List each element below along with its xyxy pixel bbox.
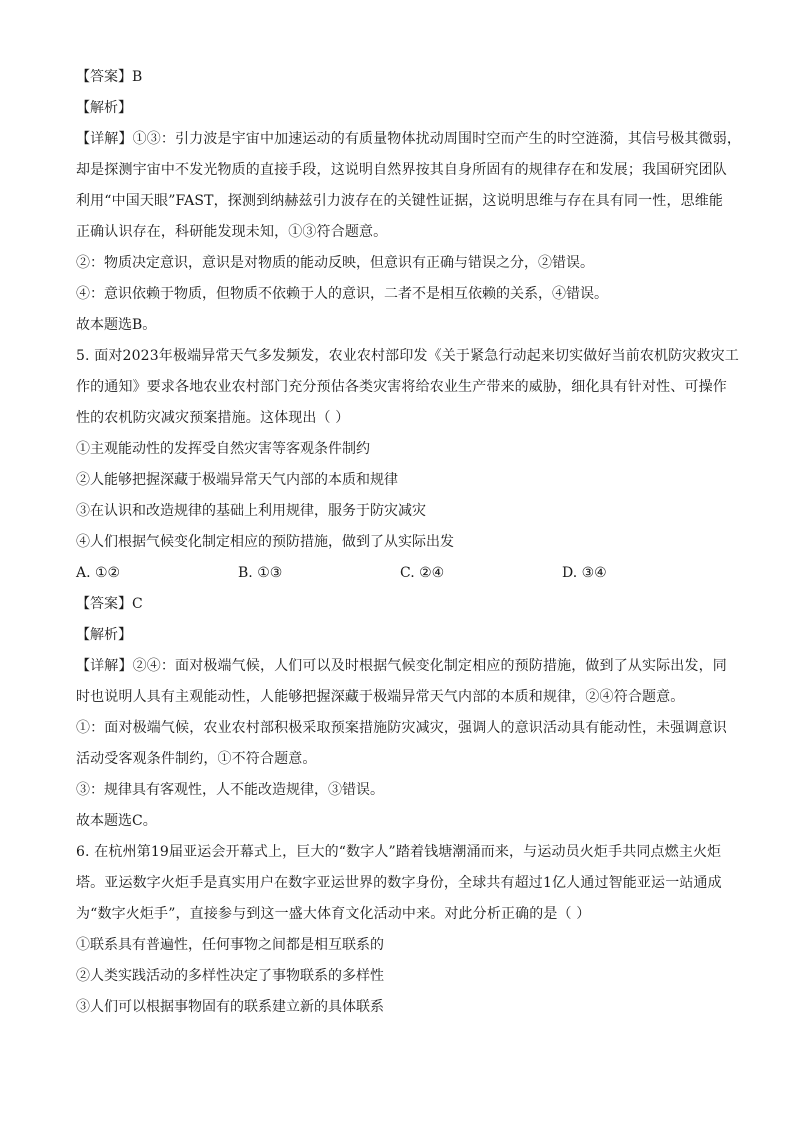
q4-item-4-analysis: ④：意识依赖于物质，但物质不依赖于人的意识，二者不是相互依赖的关系，④错误。 <box>76 286 608 302</box>
q5-detail-line: 【详解】②④：面对极端气候，人们可以及时根据气候变化制定相应的预防措施，做到了从实际出发，同 <box>76 658 727 674</box>
q5-statement: ①主观能动性的发挥受自然灾害等客观条件制约 <box>76 441 370 457</box>
q5-stem-line: 5. 面对2023年极端异常天气多发频发，农业农村部印发《关于紧急行动起来切实做好当前农机防灾救灾工 <box>76 348 739 364</box>
q6-statement: ②人类实践活动的多样性决定了事物联系的多样性 <box>76 968 384 984</box>
q6-stem-line: 6. 在杭州第19届亚运会开幕式上，巨大的“数字人”踏着钱塘潮涌而来，与运动员火炬手共同点燃主火炬 <box>76 844 722 860</box>
q5-stem-line: 性的农机防灾减灾预案措施。这体现出（ ） <box>76 410 350 426</box>
q5-detail-line: 时也说明人具有主观能动性，人能够把握深藏于极端异常天气内部的本质和规律，②④符合题意。 <box>76 689 685 705</box>
q5-option-d: D. ③④ <box>562 565 607 581</box>
q5-statement: ②人能够把握深藏于极端异常天气内部的本质和规律 <box>76 472 398 488</box>
q5-options <box>76 558 726 589</box>
q5-option-a: A. ①② <box>76 565 121 581</box>
q5-option-b: B. ①③ <box>238 565 283 581</box>
q4-analysis-label: 解析 <box>90 100 118 116</box>
q5-conclusion: 故本题选C。 <box>76 813 157 829</box>
q4-detail-line: 【详解】①③：引力波是宇宙中加速运动的有质量物体扰动周围时空而产生的时空涟漪，其信号极其微弱， <box>76 131 742 147</box>
q6-statement: ①联系具有普遍性，任何事物之间都是相互联系的 <box>76 937 384 953</box>
q5-stem-line: 作的通知》要求各地农业农村部门充分预估各类灾害将给农业生产带来的威胁，细化具有针对性、可操作 <box>76 379 727 395</box>
q6-statement: ③人们可以根据事物固有的联系建立新的具体联系 <box>76 999 384 1015</box>
q5-statement: ③在认识和改造规律的基础上利用规律，服务于防灾减灾 <box>76 503 426 519</box>
q4-detail-line: 正确认识存在，科研能发现未知，①③符合题意。 <box>76 224 388 240</box>
q4-item-2-analysis: ②：物质决定意识，意识是对物质的能动反映，但意识有正确与错误之分，②错误。 <box>76 255 594 271</box>
q4-detail-line: 利用“中国天眼”FAST，探测到纳赫兹引力波存在的关键性证据，这说明思维与存在具有同一性，思维能 <box>76 193 724 209</box>
q5-analysis-heading: 【解析】 <box>76 627 132 643</box>
q5-statement: ④人们根据气候变化制定相应的预防措施，做到了从实际出发 <box>76 534 454 550</box>
q5-answer: 【答案】C <box>76 596 143 612</box>
q5-option-c: C. ②④ <box>400 565 445 581</box>
q5-item-1-analysis: 活动受客观条件制约，①不符合题意。 <box>76 751 317 767</box>
q5-item-3-analysis: ③：规律具有客观性，人不能改造规律，③错误。 <box>76 782 384 798</box>
q4-analysis-heading: 【解析】 <box>76 100 132 116</box>
q6-stem-line: 为“数字火炬手”，直接参与到这一盛大体育文化活动中来。对此分析正确的是（ ） <box>76 906 591 922</box>
q4-detail-line: 却是探测宇宙中不发光物质的直接手段，这说明自然界按其自身所固有的规律存在和发展；我国研究团队 <box>76 162 727 178</box>
page-content <box>76 62 742 1023</box>
q4-answer: 【答案】B <box>76 69 143 85</box>
q6-stem-line: 塔。亚运数字火炬手是真实用户在数字亚运世界的数字身份，全球共有超过1亿人通过智能亚运一站通成 <box>76 875 722 891</box>
q4-conclusion: 故本题选B。 <box>76 317 157 333</box>
q5-analysis-label: 解析 <box>90 627 118 643</box>
q5-item-1-analysis: ①：面对极端气候，农业农村部积极采取预案措施防灾减灾，强调人的意识活动具有能动性，未强调意识 <box>76 720 727 736</box>
